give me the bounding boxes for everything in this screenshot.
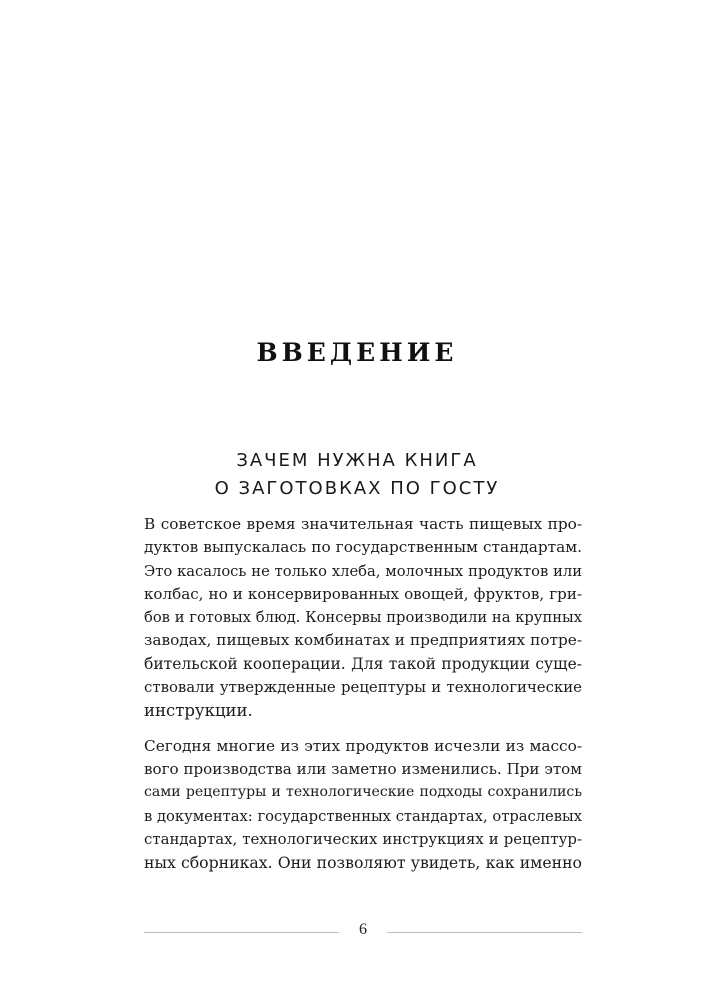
page-number: 6 <box>359 921 367 938</box>
text-line: стандартах, технологических инструкциях и рецептур- <box>144 829 582 848</box>
text-line: ных сборниках. Они позволяют увидеть, как именно <box>144 853 582 873</box>
paragraph <box>144 513 582 723</box>
text-line: в документах: государственных стандартах, отраслевых <box>144 807 582 825</box>
paragraph <box>144 735 582 875</box>
page-footer <box>144 921 582 943</box>
footer-rule-right <box>387 932 582 933</box>
text-line: сами рецептуры и технологические подходы сохранились <box>144 784 582 801</box>
text-line: дуктов выпускалась по государственным стандартам. <box>144 538 582 557</box>
body-text <box>144 513 582 886</box>
chapter-title: ВВЕДЕНИЕ <box>256 338 458 367</box>
text-line: В советское время значительная часть пищевых про- <box>144 515 582 533</box>
text-line: инструкции. <box>144 701 253 721</box>
text-line: вого производства или заметно изменились. При этом <box>144 759 582 778</box>
text-line: заводах, пищевых комбинатах и предприятиях потре- <box>144 631 582 650</box>
section-title <box>0 447 714 503</box>
text-line: бительской кооперации. Для такой продукции суще- <box>144 654 582 673</box>
text-line: бов и готовых блюд. Консервы производили на крупных <box>144 609 582 627</box>
section-title-line: ЗАЧЕМ НУЖНА КНИГА <box>236 450 478 471</box>
text-line: колбас, но и консервированных овощей, фруктов, гри- <box>144 584 582 603</box>
section-title-line: О ЗАГОТОВКАХ ПО ГОСТУ <box>214 478 500 499</box>
text-line: ствовали утвержденные рецептуры и технологические <box>144 678 582 697</box>
text-line: Сегодня многие из этих продуктов исчезли из массо- <box>144 736 582 755</box>
text-line: Это касалось не только хлеба, молочных продуктов или <box>144 562 582 580</box>
